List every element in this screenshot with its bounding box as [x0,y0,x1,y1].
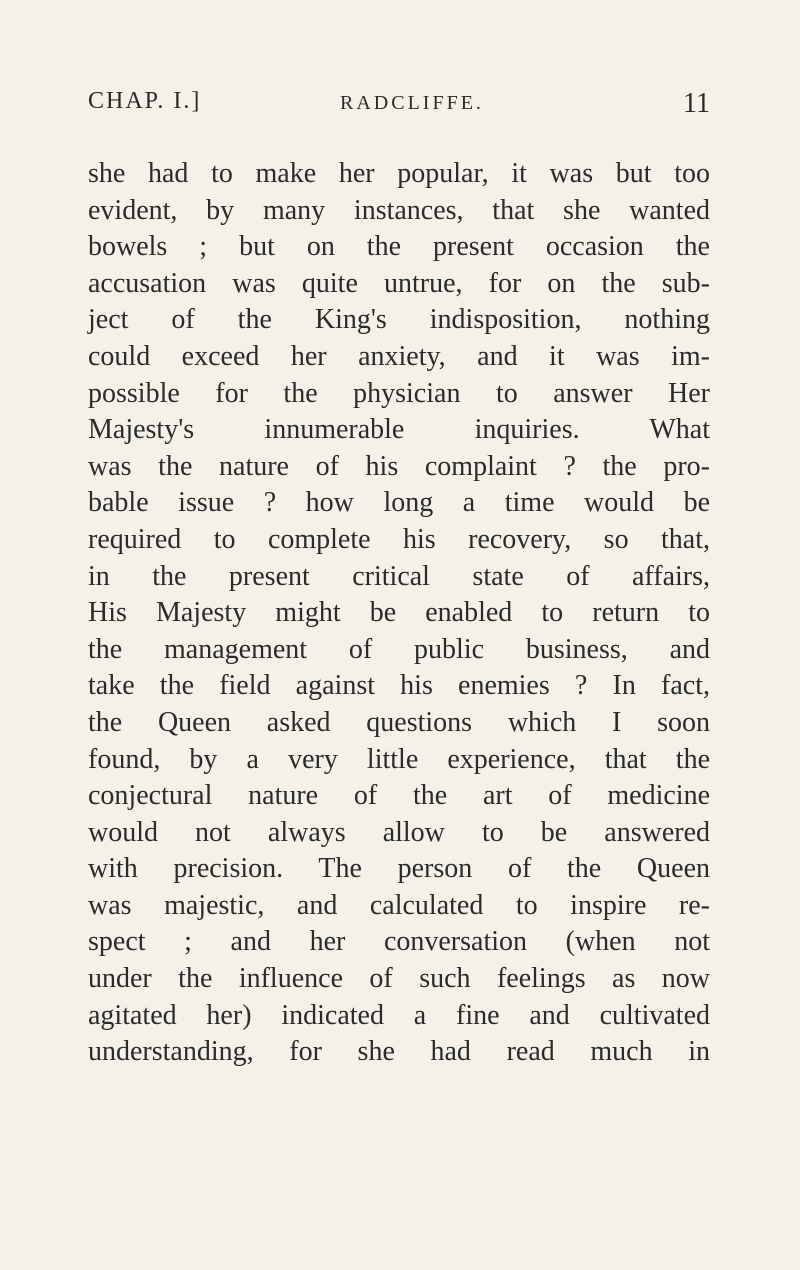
text-line: she had to make her popular, it was but too [88,158,710,189]
text-line: found, by a very little experience, that the [88,743,710,775]
text-line: accusation was quite untrue, for on the sub- [88,267,710,299]
text-line: conjectural nature of the art of medicine [88,780,710,812]
chapter-heading: CHAP. I.] [88,88,202,114]
running-head [88,88,710,128]
text-line: could exceed her anxiety, and it was im- [88,340,710,372]
text-line: spect ; and her conversation (when not [88,926,710,958]
text-line: was the nature of his complaint ? the pro- [88,450,710,482]
running-title: RADCLIFFE. [340,92,484,114]
page-number: 11 [683,88,710,119]
text-line: possible for the physician to answer Her [88,377,710,409]
text-line: Majesty's innumerable inquiries. What [88,414,710,446]
text-line: the Queen asked questions which I soon [88,706,710,738]
text-line: required to complete his recovery, so that, [88,523,710,555]
text-line: with precision. The person of the Queen [88,853,710,885]
body-text [88,156,710,1071]
text-line: under the influence of such feelings as now [88,963,710,995]
text-line: the management of public business, and [88,633,710,665]
text-line: would not always allow to be answered [88,816,710,848]
text-line: bowels ; but on the present occasion the [88,231,710,263]
text-line: evident, by many instances, that she wanted [88,194,710,226]
text-line: in the present critical state of affairs, [88,560,710,592]
text-line: agitated her) indicated a fine and cultivated [88,999,710,1031]
text-line: understanding, for she had read much in [88,1036,710,1068]
text-line: take the field against his enemies ? In fact, [88,670,710,702]
text-line: ject of the King's indisposition, nothing [88,304,710,336]
text-line: was majestic, and calculated to inspire re- [88,889,710,921]
text-line: His Majesty might be enabled to return to [88,597,710,629]
text-line: bable issue ? how long a time would be [88,487,710,519]
